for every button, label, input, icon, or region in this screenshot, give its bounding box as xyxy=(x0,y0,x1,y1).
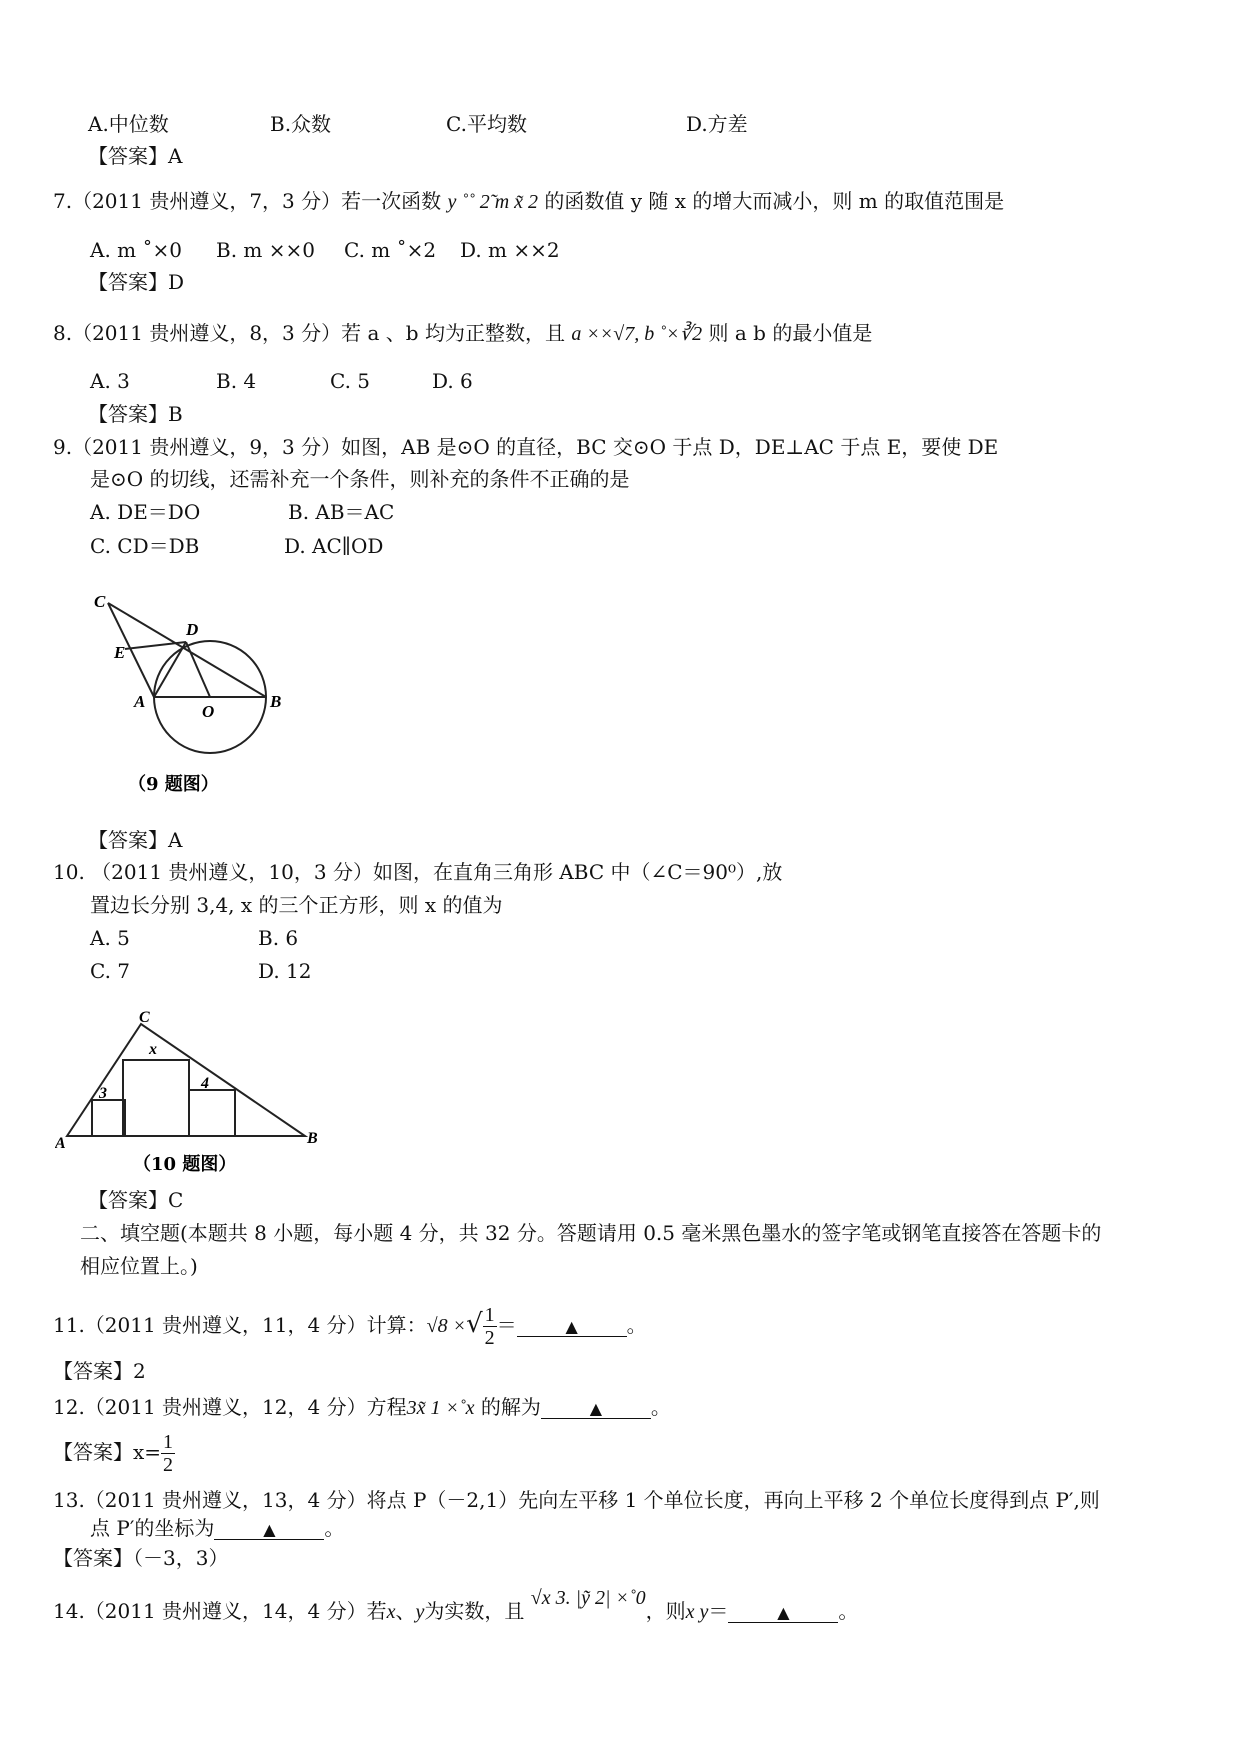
q14-math: √x 3. |ỹ 2| ×˚0 xyxy=(530,1587,646,1609)
q6-option-b: B.众数 xyxy=(270,112,332,136)
label-4: 4 xyxy=(201,1075,209,1092)
q12-answer-blank[interactable]: ▲ xyxy=(541,1400,651,1419)
label-o: O xyxy=(202,702,215,721)
q7-option-d: D. m ××2 xyxy=(460,238,560,262)
q12-answer xyxy=(53,1428,175,1476)
q14-stem-text-3: ，则 xyxy=(645,1599,686,1623)
period: 。 xyxy=(324,1516,345,1540)
label-a: A xyxy=(134,692,146,711)
numerator: 1 xyxy=(484,1304,495,1326)
denominator: 2 xyxy=(484,1327,495,1349)
q10-option-a: A. 5 xyxy=(90,926,130,950)
q9-option-a: A. DE＝DO xyxy=(90,500,201,524)
equals: ＝ xyxy=(496,1313,517,1337)
q7-answer: 【答案】D xyxy=(88,270,185,294)
label-3: 3 xyxy=(99,1085,107,1102)
q13-answer: 【答案】（－3，3） xyxy=(53,1546,229,1570)
answer-label: 【答案】x= xyxy=(53,1440,162,1464)
q13-line2-text: 点 P′的坐标为 xyxy=(90,1516,215,1540)
numerator: 1 xyxy=(163,1431,174,1453)
q12-stem-text: 12.（2011 贵州遵义，12，4 分）方程 xyxy=(53,1395,407,1419)
q8-answer: 【答案】B xyxy=(88,402,183,426)
q14-answer-blank[interactable]: ▲ xyxy=(728,1604,838,1623)
q13-line2 xyxy=(90,1516,344,1540)
q8-stem-text-2: 则 a b 的最小值是 xyxy=(708,321,873,345)
label-c: C xyxy=(94,592,106,611)
line-od xyxy=(186,642,210,697)
q11-math: √8 × xyxy=(426,1315,467,1337)
q11-answer-blank[interactable]: ▲ xyxy=(517,1318,627,1337)
q10-option-c: C. 7 xyxy=(90,959,131,983)
q11-answer: 【答案】2 xyxy=(53,1359,146,1383)
line-de xyxy=(125,642,186,649)
q9-figure xyxy=(88,585,298,805)
q7-stem-text-2: 的函数值 y 随 x 的增大而减小，则 m 的取值范围是 xyxy=(544,189,1005,213)
q10-line1: 10. （2011 贵州遵义，10，3 分）如图，在直角三角形 ABC 中（∠C＝90⁰）,放 xyxy=(53,860,783,884)
q7-option-a: A. m ˚×0 xyxy=(90,238,182,262)
q7-math: y ˚˚ 2̃ m x̃ 2 xyxy=(447,191,539,213)
denominator: 2 xyxy=(163,1454,174,1476)
label-d: D xyxy=(186,620,199,639)
q6-option-d: D.方差 xyxy=(686,112,748,136)
section2-line2: 相应位置上。) xyxy=(80,1254,198,1278)
q9-caption: （9 题图） xyxy=(128,774,219,795)
q6-option-c: C.平均数 xyxy=(446,112,527,136)
q11-stem: 11.（2011 贵州遵义，11，4 分）计算：√8 ×√ $\frac{1}{2}$ ＝ ▲ 。 xyxy=(53,1304,647,1349)
q6-answer: 【答案】A xyxy=(88,144,183,168)
square-3 xyxy=(92,1100,125,1136)
q8-option-d: D. 6 xyxy=(432,369,473,393)
q7-stem xyxy=(53,189,1004,214)
label-x: x xyxy=(149,1041,157,1058)
q9-line2: 是⊙O 的切线，还需补充一个条件，则补充的条件不正确的是 xyxy=(90,467,630,491)
q9-answer: 【答案】A xyxy=(88,828,183,852)
q8-stem xyxy=(53,321,872,346)
q12-stem xyxy=(53,1395,671,1420)
q9-option-c: C. CD＝DB xyxy=(90,534,200,558)
var-y: y xyxy=(415,1601,425,1623)
q6-option-a: A.中位数 xyxy=(88,112,169,136)
label-a: A xyxy=(55,1135,66,1152)
q8-option-a: A. 3 xyxy=(90,369,130,393)
q8-option-b: B. 4 xyxy=(216,369,257,393)
q8-option-c: C. 5 xyxy=(330,369,371,393)
period: 。 xyxy=(838,1599,859,1623)
q7-option-c: C. m ˚×2 xyxy=(344,238,437,262)
var-x: x xyxy=(386,1601,396,1623)
q7-stem-text: 7.（2011 贵州遵义，7，3 分）若一次函数 xyxy=(53,189,442,213)
period: 。 xyxy=(626,1313,647,1337)
q9-line1: 9.（2011 贵州遵义，9，3 分）如图，AB 是⊙O 的直径，BC 交⊙O 于点 D，DE⊥AC 于点 E，要使 DE xyxy=(53,435,999,459)
q8-math: a ××√7, b ˚×∛2 xyxy=(571,323,703,345)
q10-caption: （10 题图） xyxy=(133,1154,237,1175)
q10-option-b: B. 6 xyxy=(258,926,299,950)
q8-stem-text: 8.（2011 贵州遵义，8，3 分）若 a 、b 均为正整数，且 xyxy=(53,321,565,345)
square-4 xyxy=(189,1090,235,1136)
q10-line2: 置边长分别 3,4, x 的三个正方形，则 x 的值为 xyxy=(90,893,503,917)
q14-stem-text: 14.（2011 贵州遵义，14，4 分）若 xyxy=(53,1599,387,1623)
period: 。 xyxy=(650,1395,671,1419)
separator: 、 xyxy=(395,1599,416,1623)
q14-stem xyxy=(53,1587,859,1624)
label-e: E xyxy=(114,643,126,662)
q10-option-d: D. 12 xyxy=(258,959,312,983)
q12-stem-text-2: 的解为 xyxy=(480,1395,541,1419)
section2-line1: 二、填空题(本题共 8 小题，每小题 4 分，共 32 分。答题请用 0.5 毫米黑色墨水的签字笔或钢笔直接答在答题卡的 xyxy=(80,1221,1102,1245)
q10-figure xyxy=(55,1008,335,1178)
q9-option-d: D. AC∥OD xyxy=(284,534,384,558)
q12-answer-fraction xyxy=(161,1431,175,1476)
line-ad xyxy=(154,642,186,697)
q13-line1: 13.（2011 贵州遵义，13，4 分）将点 P（－2,1）先向左平移 1 个单位长度，再向上平移 2 个单位长度得到点 P′,则 xyxy=(53,1488,1100,1512)
q11-stem-text: 11.（2011 贵州遵义，11，4 分）计算： xyxy=(53,1313,427,1337)
label-c: C xyxy=(139,1009,150,1026)
label-b: B xyxy=(270,692,282,711)
q12-math: 3x̃ 1 ×˚x xyxy=(406,1397,475,1419)
triangle-abc xyxy=(67,1024,305,1136)
q10-answer: 【答案】C xyxy=(88,1188,184,1212)
square-x xyxy=(123,1060,189,1136)
q13-answer-blank[interactable]: ▲ xyxy=(214,1521,324,1540)
q11-fraction xyxy=(483,1304,497,1349)
q9-option-b: B. AB＝AC xyxy=(288,500,395,524)
q7-option-b: B. m ××0 xyxy=(216,238,315,262)
equals: ＝ xyxy=(708,1599,729,1623)
q14-math-2: x y xyxy=(685,1601,709,1623)
label-b: B xyxy=(307,1130,318,1147)
q14-stem-text-2: 为实数，且 xyxy=(424,1599,525,1623)
